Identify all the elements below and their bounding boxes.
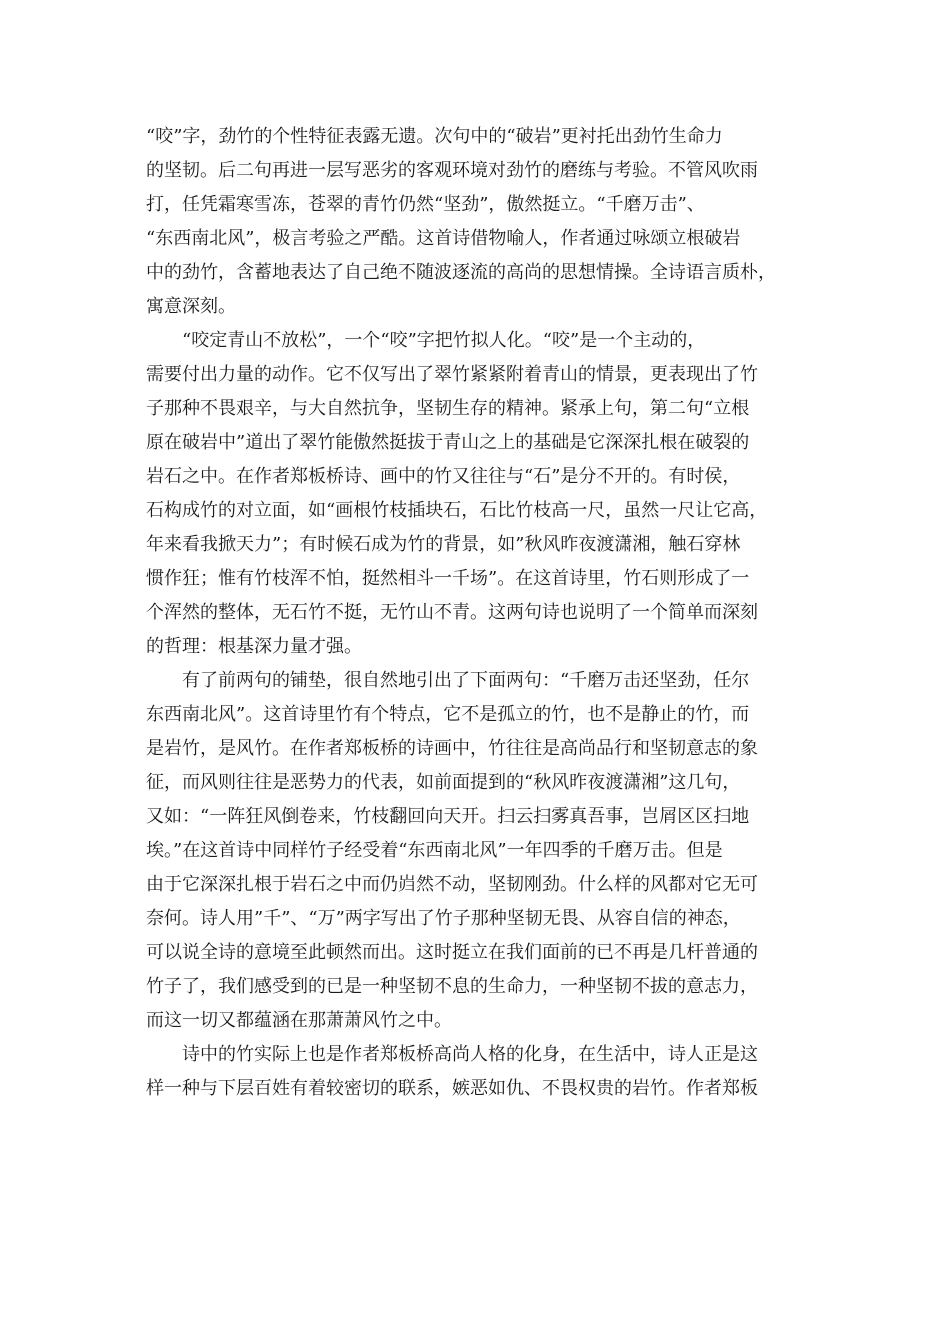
text-line: 原在破岩中”道出了翠竹能傲然挺拔于青山之上的基础是它深深扎根在破裂的 bbox=[146, 432, 750, 453]
text-line: 惯作狂；惟有竹枝浑不怕，挺然相斗一千场”。在这首诗里，竹石则形成了一 bbox=[146, 568, 750, 589]
text-line: 的坚韧。后二句再进一层写恶劣的客观环境对劲竹的磨练与考验。不管风吹雨 bbox=[146, 160, 758, 181]
text-line: 奈何。诗人用”千”、“万”两字写出了竹子那种坚韧无畏、从容自信的神态， bbox=[146, 908, 741, 929]
text-line: 样一种与下层百姓有着较密切的联系，嫉恶如仇、不畏权贵的岩竹。作者郑板 bbox=[146, 1078, 758, 1099]
text-line: 寓意深刻。 bbox=[146, 296, 236, 317]
body-text bbox=[146, 120, 806, 1106]
text-line: 埃。”在这首诗中同样竹子经受着“东西南北风”一年四季的千磨万击。但是 bbox=[146, 840, 723, 861]
text-line: 中的劲竹，含蓄地表达了自己绝不随波逐流的高尚的思想情操。全诗语言质朴， bbox=[146, 262, 776, 283]
text-line: “东西南北风”，极言考验之严酷。这首诗借物喻人，作者通过咏颂立根破岩 bbox=[146, 228, 741, 249]
text-line: 征，而风则往往是恶势力的代表，如前面提到的“秋风昨夜渡潇湘”这几句， bbox=[146, 772, 741, 793]
text-line: 石构成竹的对立面，如“画根竹枝插块石，石比竹枝高一尺，虽然一尺让它高， bbox=[146, 500, 768, 521]
text-line: 个浑然的整体，无石竹不挺，无竹山不青。这两句诗也说明了一个简单而深刻 bbox=[146, 602, 758, 623]
text-line: 是岩竹，是风竹。在作者郑板桥的诗画中，竹往往是高尚品行和坚韧意志的象 bbox=[146, 738, 758, 759]
paragraph-first-line: 有了前两句的铺垫，很自然地引出了下面两句：“千磨万击还坚劲，任尔 bbox=[182, 670, 750, 691]
text-line: 而这一切又都蕴涵在那萧萧风竹之中。 bbox=[146, 1010, 452, 1031]
text-line: 可以说全诗的意境至此顿然而出。这时挺立在我们面前的已不再是几杆普通的 bbox=[146, 942, 758, 963]
text-line: 需要付出力量的动作。它不仅写出了翠竹紧紧附着青山的情景，更表现出了竹 bbox=[146, 364, 758, 385]
text-line: 打，任凭霜寒雪冻，苍翠的青竹仍然“坚劲”，傲然挺立。“千磨万击”、 bbox=[146, 194, 705, 215]
text-line: 竹子了，我们感受到的已是一种坚韧不息的生命力，一种坚韧不拔的意志力， bbox=[146, 976, 758, 997]
text-line: 年来看我掀天力”；有时候石成为竹的背景，如”秋风昨夜渡潇湘，触石穿林 bbox=[146, 534, 741, 555]
text-line: 又如：“一阵狂风倒卷来，竹枝翻回向天开。扫云扫雾真吾事，岂屑区区扫地 bbox=[146, 806, 750, 827]
text-line: 由于它深深扎根于岩石之中而仍岿然不动，坚韧刚劲。什么样的风都对它无可 bbox=[146, 874, 758, 895]
text-line: 子那种不畏艰辛，与大自然抗争，坚韧生存的精神。紧承上句，第二句“立根 bbox=[146, 398, 750, 419]
text-line: “咬”字，劲竹的个性特征表露无遗。次句中的“破岩”更衬托出劲竹生命力 bbox=[146, 126, 723, 147]
text-line: 东西南北风”。这首诗里竹有个特点，它不是孤立的竹，也不是静止的竹，而 bbox=[146, 704, 750, 725]
paragraph-first-line: “咬定青山不放松”，一个“咬”字把竹拟人化。“咬”是一个主动的， bbox=[182, 330, 706, 351]
text-line: 岩石之中。在作者郑板桥诗、画中的竹又往往与“石”是分不开的。有时侯， bbox=[146, 466, 741, 487]
text-line: 的哲理：根基深力量才强。 bbox=[146, 636, 362, 657]
paragraph-first-line: 诗中的竹实际上也是作者郑板桥高尚人格的化身，在生活中，诗人正是这 bbox=[182, 1044, 758, 1065]
